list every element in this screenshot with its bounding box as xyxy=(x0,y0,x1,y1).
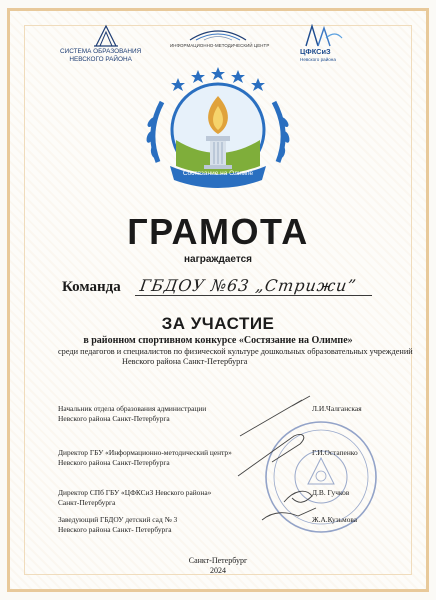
emblem-label: Состязание на Олимпе xyxy=(182,170,254,177)
education-system-logo-icon xyxy=(92,24,120,48)
awarded-text: награждается xyxy=(183,254,253,265)
signatory-name-4: Ж.А.Кузьмова xyxy=(312,515,358,524)
contest-name: в районном спортивном конкурсе «Состязание на Олимпе» xyxy=(83,335,353,346)
cfksiz-logo-subtitle: Невского района xyxy=(300,57,336,62)
team-underline xyxy=(135,295,372,296)
olympus-emblem-icon xyxy=(128,62,308,212)
cfksiz-logo-title: ЦФКСиЗ xyxy=(300,47,331,56)
for-participation-heading: ЗА УЧАСТИЕ xyxy=(161,314,275,333)
signatory-role-1: Начальник отдела образования администрации Невского района Санкт-Петербурга xyxy=(58,404,207,423)
certificate-title: ГРАМОТА xyxy=(127,211,309,252)
education-system-logo-text: СИСТЕМА ОБРАЗОВАНИЯ НЕВСКОГО РАЙОНА xyxy=(60,48,142,63)
footer-year: 2024 xyxy=(210,566,226,575)
signatory-name-2: Г.И.Остапенко xyxy=(312,448,358,457)
methodical-center-logo-icon xyxy=(188,26,248,42)
signatory-name-1: Л.И.Чалганская xyxy=(312,404,362,413)
team-name: ГБДОУ №63 „Стрижи” xyxy=(138,276,358,295)
description-line-1: среди педагогов и специалистов по физической культуре дошкольных образовательных учреждений xyxy=(58,347,413,356)
footer-city: Санкт-Петербург xyxy=(188,556,248,565)
methodical-center-logo-text: ИНФОРМАЦИОННО-МЕТОДИЧЕСКИЙ ЦЕНТР xyxy=(170,43,270,48)
signatory-name-3: Д.В. Гучков xyxy=(312,488,350,497)
signatory-role-2: Директор ГБУ «Информационно-методический центр» Невского района Санкт-Петербурга xyxy=(58,448,232,467)
cfksiz-logo-icon xyxy=(302,24,344,48)
team-label: Команда xyxy=(62,279,121,295)
signatory-role-3: Директор СПб ГБУ «ЦФКСиЗ Невского района» Санкт-Петербурга xyxy=(58,488,212,507)
description-line-2: Невского района Санкт-Петербурга xyxy=(122,357,248,366)
signatory-role-4: Заведующий ГБДОУ детский сад № 3 Невского района Санкт- Петербурга xyxy=(58,515,178,534)
